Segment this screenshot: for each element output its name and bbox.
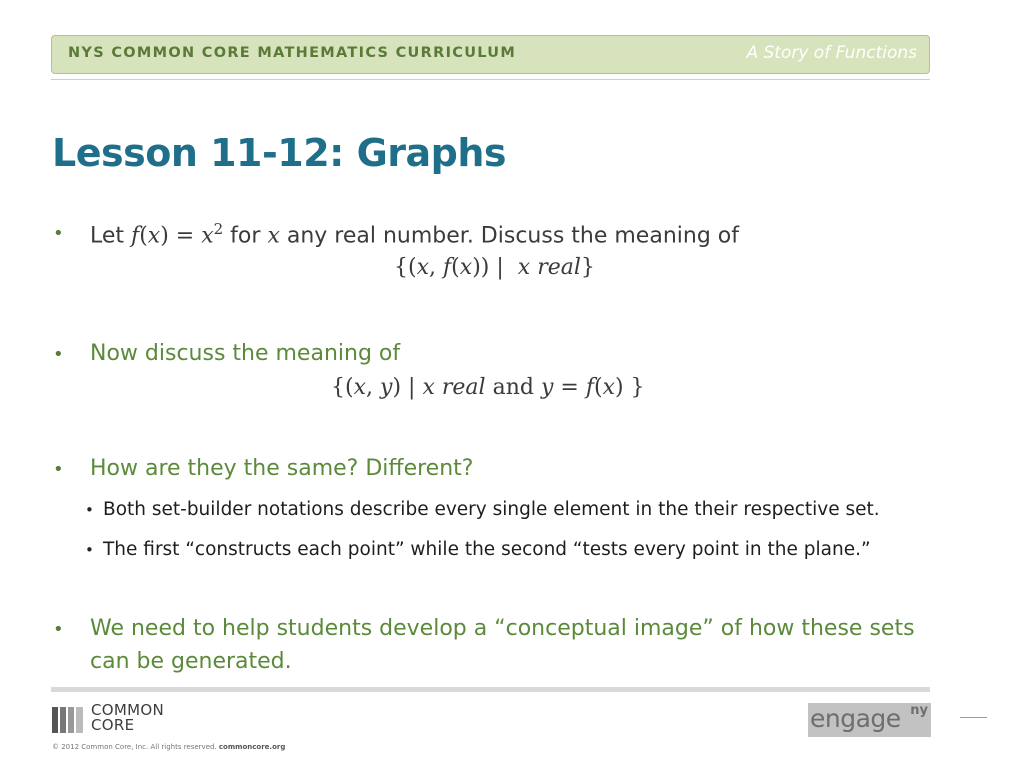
common-core-logo: [52, 701, 182, 736]
footer-divider: [51, 687, 930, 692]
set-brace: ) }: [614, 375, 645, 400]
set-brace: {(: [394, 255, 417, 280]
math-x: x: [147, 223, 161, 249]
bullet-1-text: for: [223, 223, 268, 249]
bullet-4-line-1: We need to help students develop a “conceptual image” of how these sets: [90, 616, 915, 641]
sub-bullet-marker: •: [85, 541, 94, 559]
math-bar: |: [496, 255, 504, 280]
bullet-3-text: How are they the same? Different?: [90, 456, 474, 481]
engage-wordmark: engage: [810, 704, 901, 733]
set-builder-2: [331, 375, 645, 400]
math-real: real: [537, 255, 581, 280]
bullet-marker: •: [53, 459, 64, 480]
bullet-1-line: [90, 220, 739, 248]
copyright-notice: [52, 743, 285, 751]
sub-bullet-1: Both set-builder notations describe every single element in the their respective set.: [103, 499, 880, 520]
copyright-text: © 2012 Common Core, Inc. All rights reserved.: [52, 743, 217, 751]
math-x: x: [602, 375, 615, 400]
math-x: x: [201, 223, 214, 249]
bullet-2-text: Now discuss the meaning of: [90, 341, 401, 366]
math-x: x: [459, 255, 473, 280]
math-equals: ) =: [160, 223, 202, 249]
common-core-wordmark: [91, 703, 164, 733]
math-x: x: [422, 375, 435, 400]
common-core-word-1: COMMON: [91, 701, 164, 719]
engage-ny-logo: [808, 703, 931, 737]
math-comma: ,: [366, 375, 381, 400]
corner-divider: [960, 717, 987, 718]
math-x: x: [353, 375, 367, 400]
copyright-link[interactable]: commoncore.org: [218, 743, 286, 751]
sub-bullet-2: The first “constructs each point” while the second “tests every point in the plane.”: [103, 539, 871, 560]
bullet-marker: •: [53, 619, 64, 640]
math-y: y: [380, 375, 393, 400]
math-f: f: [131, 223, 140, 249]
curriculum-title: NYS COMMON CORE MATHEMATICS CURRICULUM: [68, 45, 517, 61]
bullet-1-text: any real number. Discuss the meaning of: [279, 223, 739, 249]
math-equals: =: [553, 375, 586, 400]
math-paren: (: [451, 255, 460, 280]
math-f: f: [443, 255, 452, 280]
math-f: f: [585, 375, 594, 400]
set-builder-1: [394, 255, 595, 280]
math-bar: ) |: [392, 375, 416, 400]
math-x: x: [416, 255, 430, 280]
bullet-marker: •: [53, 223, 64, 244]
math-x: x: [267, 223, 280, 249]
ny-wordmark: ny: [910, 703, 928, 718]
common-core-word-2: CORE: [91, 716, 135, 734]
slide-title: Lesson 11-12: Graphs: [52, 131, 507, 175]
set-brace: {(: [331, 375, 354, 400]
header-bar: [51, 35, 930, 74]
math-and: and: [492, 375, 534, 400]
bullet-1-text: Let: [90, 223, 132, 249]
sub-bullet-marker: •: [85, 501, 94, 519]
math-real: real: [441, 375, 486, 400]
math-paren: (: [593, 375, 603, 400]
math-paren: (: [139, 223, 148, 249]
bullet-marker: •: [53, 344, 64, 365]
header-divider: [51, 79, 930, 80]
math-x: x: [517, 255, 531, 280]
math-exponent: 2: [213, 220, 224, 238]
bullet-4-line-2: can be generated.: [90, 649, 292, 674]
math-y: y: [540, 375, 554, 400]
math-paren: )): [472, 255, 490, 280]
module-title: A Story of Functions: [746, 43, 917, 63]
set-brace: }: [580, 255, 595, 280]
math-comma: ,: [429, 255, 444, 280]
